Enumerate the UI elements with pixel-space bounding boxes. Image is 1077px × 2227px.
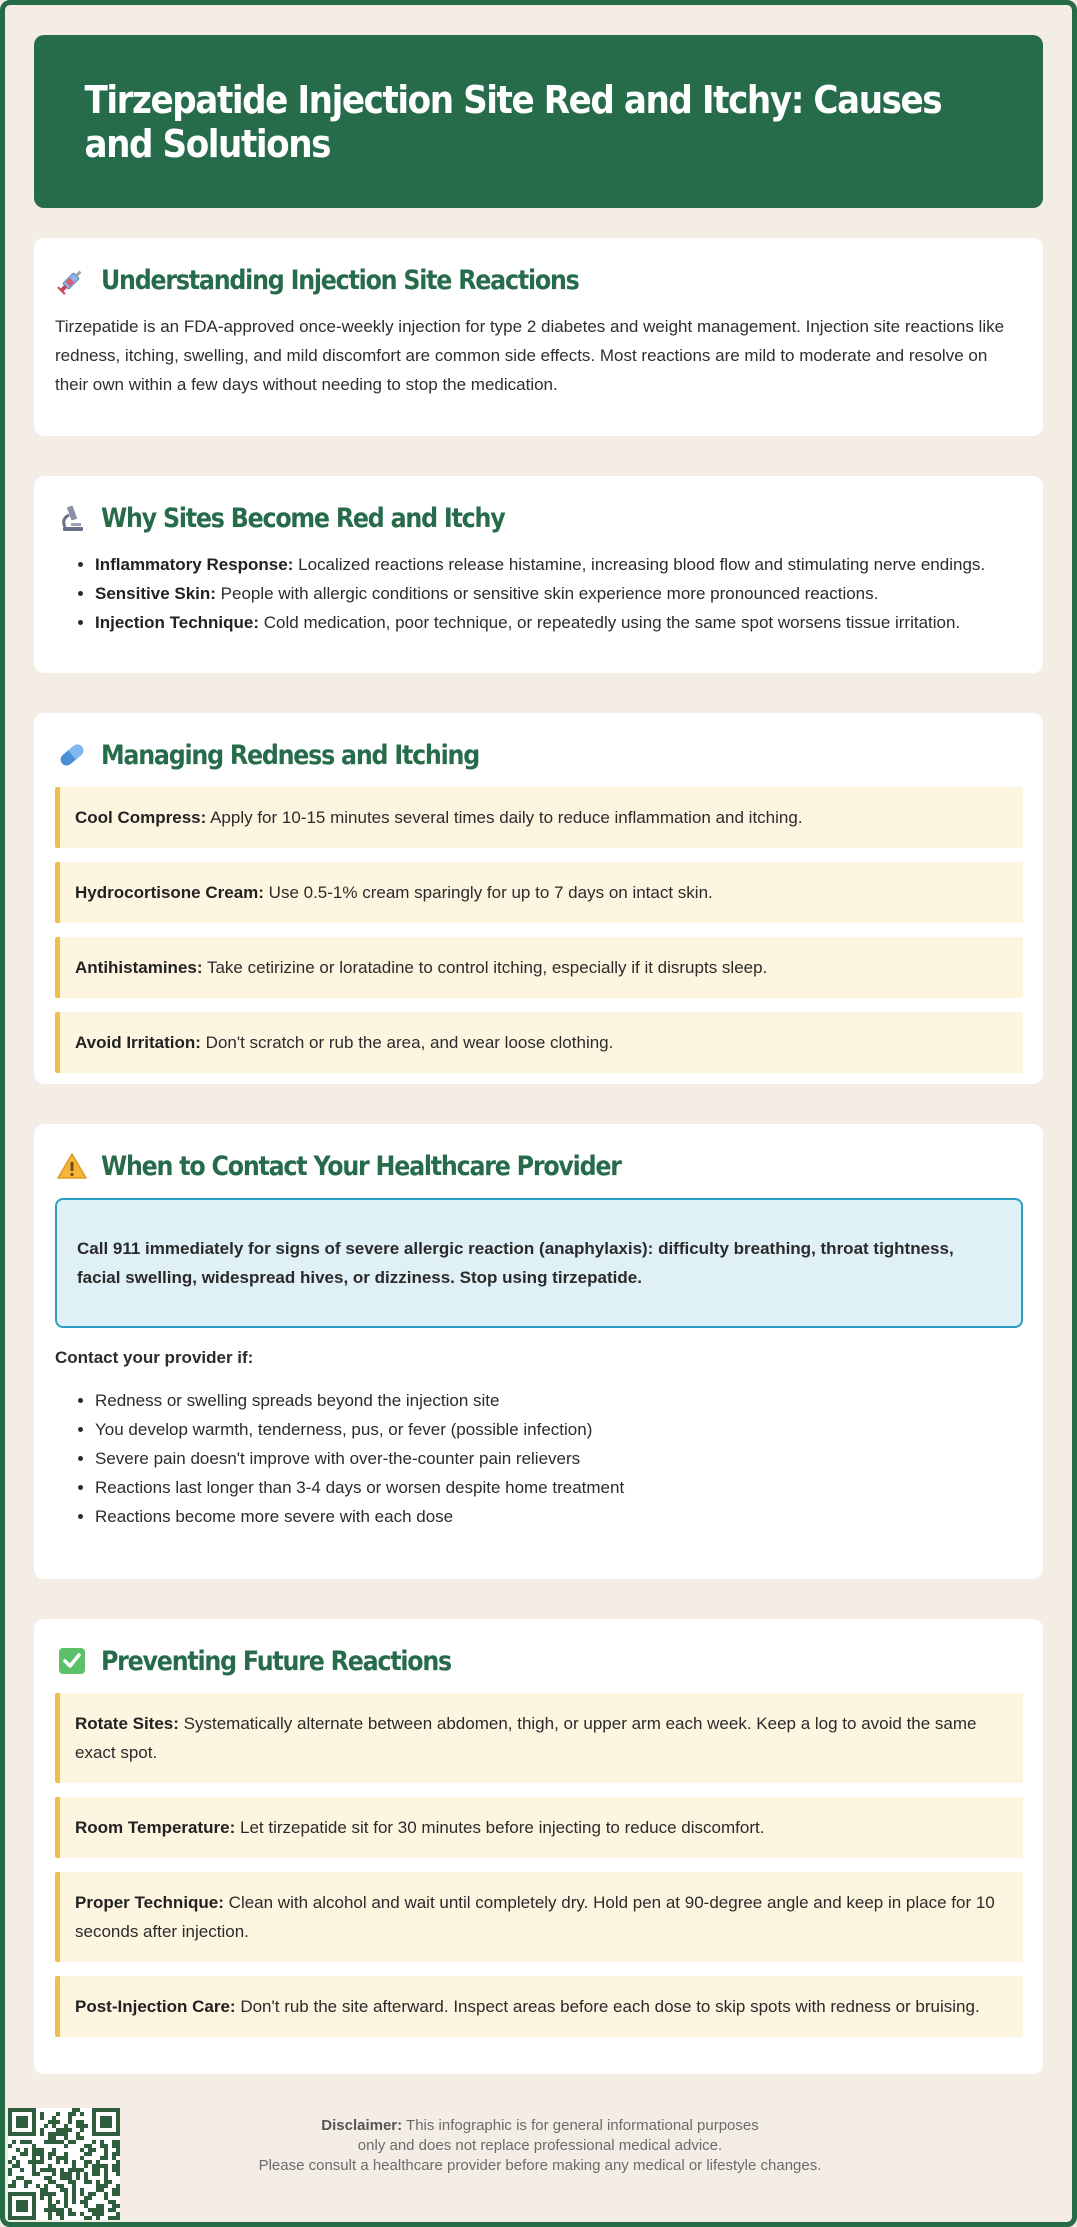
tip-label: Cool Compress: — [75, 808, 207, 827]
tip-text: Let tirzepatide sit for 30 minutes before injecting to reduce discomfort. — [235, 1818, 765, 1837]
section-header — [55, 260, 1023, 300]
tip-box — [55, 1976, 1023, 2037]
list-item: • Severe pain doesn't improve with over-the-counter pain relievers — [95, 1444, 1023, 1473]
tip-box — [55, 787, 1023, 848]
section-body: Tirzepatide is an FDA-approved once-weekly injection for type 2 diabetes and weight management. Injection site reactions like redness, itching, swelling, and mild discomfort are common side effects. Most reactions are mild to moderate and resolve on their own within a few days without needing to stop the medication. — [55, 317, 1005, 394]
section-header — [55, 498, 1023, 538]
disclaimer-line: Please consult a healthcare provider before making any medical or lifestyle changes. — [258, 2157, 822, 2174]
tip-box — [55, 862, 1023, 923]
tip-label: Proper Technique: — [75, 1893, 224, 1912]
tip-box — [55, 1872, 1023, 1962]
tip-label: Antihistamines: — [75, 958, 203, 977]
disclaimer-label: Disclaimer: — [321, 2117, 403, 2134]
tip-box — [55, 1797, 1023, 1858]
tip-label: Rotate Sites: — [75, 1714, 179, 1733]
section-header — [55, 735, 1023, 775]
tip-text: Systematically alternate between abdomen, thigh, or upper arm each week. Keep a log to avoid the same exact spot. — [75, 1714, 977, 1762]
page-title: Tirzepatide Injection Site Red and Itchy: Causes and Solutions — [84, 77, 942, 166]
tip-text: Use 0.5-1% cream sparingly for up to 7 days on intact skin. — [263, 883, 713, 902]
list-item — [95, 579, 1023, 608]
page-header — [34, 35, 1043, 208]
tip-text: Don't rub the site afterward. Inspect areas before each dose to skip spots with redness or bruising. — [235, 1997, 980, 2016]
item-text: Localized reactions release histamine, increasing blood flow and stimulating nerve endings. — [293, 555, 986, 574]
list-item: • Reactions last longer than 3-4 days or worsen despite home treatment — [95, 1473, 1023, 1502]
tip-label: Avoid Irritation: — [75, 1033, 201, 1052]
list-item — [95, 608, 1023, 637]
tip-text: Apply for 10-15 minutes several times daily to reduce inflammation and itching. — [206, 808, 803, 827]
pill-icon — [55, 738, 89, 772]
section-title: Why Sites Become Red and Itchy — [101, 502, 505, 534]
contact-list — [95, 1386, 1023, 1531]
section-understanding — [34, 238, 1043, 436]
qr-code-icon — [8, 2108, 120, 2220]
section-title: Preventing Future Reactions — [101, 1645, 451, 1677]
tip-label: Post-Injection Care: — [75, 1997, 236, 2016]
section-why — [34, 476, 1043, 673]
item-label: Inflammatory Response: — [95, 555, 294, 574]
section-managing — [34, 713, 1043, 1084]
contact-subheading: Contact your provider if: — [55, 1348, 254, 1367]
tip-text: Clean with alcohol and wait until completely dry. Hold pen at 90-degree angle and keep in place for 10 seconds after injection. — [75, 1893, 995, 1941]
section-header — [55, 1641, 1023, 1681]
tip-label: Room Temperature: — [75, 1818, 236, 1837]
list-item — [95, 550, 1023, 579]
item-label: Sensitive Skin: — [95, 584, 216, 603]
list-item: • Reactions become more severe with each dose — [95, 1502, 1023, 1531]
warning-icon — [55, 1149, 89, 1183]
emergency-alert: Call 911 immediately for signs of severe allergic reaction (anaphylaxis): difficulty breathing, throat tightness, facial swelling, widespread hives, or dizziness. Stop using tirzepatide. — [55, 1198, 1023, 1328]
section-contact — [34, 1124, 1043, 1579]
check-icon — [55, 1644, 89, 1678]
item-label: Injection Technique: — [95, 613, 260, 632]
footer — [0, 2108, 1077, 2218]
microscope-icon — [55, 501, 89, 535]
tip-label: Hydrocortisone Cream: — [75, 883, 264, 902]
section-header — [55, 1146, 1023, 1186]
syringe-icon — [55, 263, 89, 297]
reasons-list — [95, 550, 1023, 637]
tip-box — [55, 937, 1023, 998]
tip-text: Take cetirizine or loratadine to control itching, especially if it disrupts sleep. — [202, 958, 768, 977]
section-title: When to Contact Your Healthcare Provider — [101, 1150, 621, 1182]
disclaimer-line: only and does not replace professional medical advice. — [357, 2137, 723, 2154]
section-preventing — [34, 1619, 1043, 2074]
item-text: Cold medication, poor technique, or repeatedly using the same spot worsens tissue irritation. — [259, 613, 961, 632]
section-title: Understanding Injection Site Reactions — [101, 264, 579, 296]
list-item: • You develop warmth, tenderness, pus, or fever (possible infection) — [95, 1415, 1023, 1444]
disclaimer-line: This infographic is for general informational purposes — [402, 2117, 759, 2134]
tip-text: Don't scratch or rub the area, and wear loose clothing. — [200, 1033, 614, 1052]
section-title: Managing Redness and Itching — [101, 739, 479, 771]
tip-box — [55, 1012, 1023, 1073]
disclaimer — [180, 2116, 900, 2176]
tip-box — [55, 1693, 1023, 1783]
item-text: People with allergic conditions or sensitive skin experience more pronounced reactions. — [215, 584, 879, 603]
list-item: • Redness or swelling spreads beyond the injection site — [95, 1386, 1023, 1415]
